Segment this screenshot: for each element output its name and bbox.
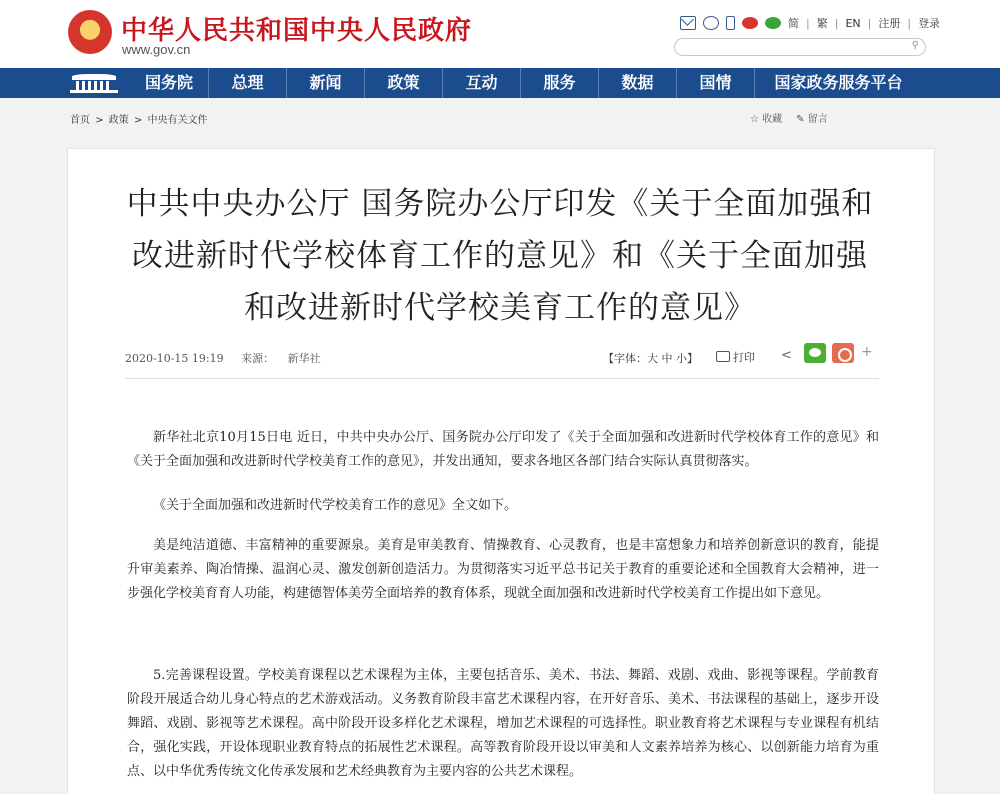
header-tools — [680, 14, 940, 32]
nav-item-news[interactable]: 新闻 — [286, 68, 364, 98]
lang-traditional-link[interactable]: 繁 — [816, 17, 828, 30]
article-paragraph: 5.完善课程设置。学校美育课程以艺术课程为主体，主要包括音乐、美术、书法、舞蹈、戏剧、戏曲、影视等课程。学前教育阶段开展适合幼儿身心特点的艺术游戏活动。义务教育阶段丰富艺术课程内容，在开好音乐、美术、书法课程的基础上，逐步开设舞蹈、戏剧、影视等艺术课程。高中阶段开设多样化艺术课程，增加艺术课程的可选择性。职业教育将艺术课程与专业课程有机结合，强化实践，开设体现职业教育特点的拓展性艺术课程。高等教育阶段开设以审美和人文素养培养为核心、以创新能力培育为重点、以中华优秀传统文化传承发展和艺术经典教育为主要内容的公共艺术课程。 — [127, 668, 879, 779]
weibo-icon[interactable] — [742, 17, 758, 29]
print-label: 打印 — [733, 351, 755, 364]
divider: | — [867, 16, 872, 30]
nav-item-national-info[interactable]: 国情 — [676, 68, 754, 98]
publish-datetime: 2020-10-15 19:19 — [125, 352, 224, 365]
nav-item-interaction[interactable]: 互动 — [442, 68, 520, 98]
lang-english-link[interactable]: EN — [845, 16, 861, 30]
share-wechat-icon[interactable] — [804, 343, 826, 363]
article-meta — [125, 350, 321, 366]
login-link[interactable]: 登录 — [918, 17, 941, 30]
breadcrumb-central-docs[interactable]: 中央有关文件 — [147, 115, 208, 126]
divider: | — [834, 16, 839, 30]
article-title — [100, 178, 900, 334]
search-icon[interactable]: ⚲ — [911, 40, 919, 51]
article-paragraph: 《关于全面加强和改进新时代学校美育工作的意见》全文如下。 — [153, 498, 518, 513]
divider: | — [806, 16, 810, 30]
nav-item-policy[interactable]: 政策 — [364, 68, 442, 98]
breadcrumb — [70, 111, 210, 126]
source-name: 新华社 — [287, 352, 321, 365]
home-icon[interactable] — [66, 72, 122, 94]
site-header — [0, 0, 1000, 68]
article-paragraph: 美是纯洁道德、丰富精神的重要源泉。美育是审美教育、情操教育、心灵教育，也是丰富想象力和培养创新意识的教育，能提升审美素养、陶冶情操、温润心灵、激发创新创造活力。为贯彻落实习近平总书记关于教育的重要论述和全国教育大会精神，进一步强化学校美育育人功能，构建德智体美劳全面培养的教育体系，现就全面加强和改进新时代学校美育工作提出如下意见。 — [127, 538, 879, 601]
register-link[interactable]: 注册 — [878, 17, 901, 30]
comment-button[interactable] — [796, 110, 828, 125]
share-weibo-icon[interactable] — [832, 343, 854, 363]
breadcrumb-policy[interactable]: 政策 — [108, 115, 129, 126]
nav-item-service[interactable]: 服务 — [520, 68, 598, 98]
title-line: 中共中央办公厅 国务院办公厅印发《关于全面加强和 — [126, 186, 874, 222]
divider: | — [907, 16, 912, 30]
breadcrumb-separator: > — [95, 115, 104, 126]
title-line: 改进新时代学校体育工作的意见》和《关于全面加强 — [132, 238, 868, 274]
search-box — [674, 38, 926, 56]
site-title[interactable]: 中华人民共和国中央人民政府 — [121, 16, 473, 46]
search-input[interactable] — [683, 43, 903, 59]
comment-label: 留言 — [807, 114, 828, 125]
breadcrumb-home[interactable]: 首页 — [70, 115, 90, 126]
nav-items — [130, 68, 922, 98]
font-size-switcher[interactable]: 【字体：大 中 小】 — [603, 352, 698, 365]
wechat-icon[interactable] — [765, 17, 781, 29]
nav-item-premier[interactable]: 总理 — [208, 68, 286, 98]
article-paragraph: 新华社北京10月15日电 近日，中共中央办公厅、国务院办公厅印发了《关于全面加强和改进新时代学校体育工作的意见》和《关于全面加强和改进新时代学校美育工作的意见》，并发出通知，要求各地区各部门结合实际认真贯彻落实。 — [127, 430, 879, 469]
favorite-button[interactable]: ☆ 收藏 — [750, 114, 783, 125]
print-icon — [716, 351, 730, 362]
print-button[interactable] — [716, 349, 755, 365]
comment-icon: ✎ — [796, 114, 808, 125]
page-actions — [750, 110, 828, 125]
phone-icon[interactable] — [726, 16, 735, 30]
nav-item-service-platform[interactable]: 国家政务服务平台 — [754, 68, 922, 98]
national-emblem-logo[interactable] — [68, 10, 112, 54]
main-nav — [0, 68, 1000, 98]
source-label: 来源： — [241, 352, 275, 365]
nav-item-state-council[interactable]: 国务院 — [144, 73, 193, 92]
mail-icon[interactable] — [680, 16, 696, 30]
share-icon[interactable]: < — [781, 348, 792, 363]
nav-item-data[interactable]: 数据 — [598, 68, 676, 98]
divider — [125, 378, 879, 379]
breadcrumb-separator: > — [133, 115, 143, 126]
site-url[interactable]: www.gov.cn — [122, 42, 191, 57]
lang-simplified-link[interactable]: 简 — [788, 17, 799, 30]
title-line: 和改进新时代学校美育工作的意见》 — [244, 290, 756, 326]
rss-icon[interactable] — [703, 16, 719, 30]
share-more-icon[interactable]: + — [861, 344, 873, 360]
